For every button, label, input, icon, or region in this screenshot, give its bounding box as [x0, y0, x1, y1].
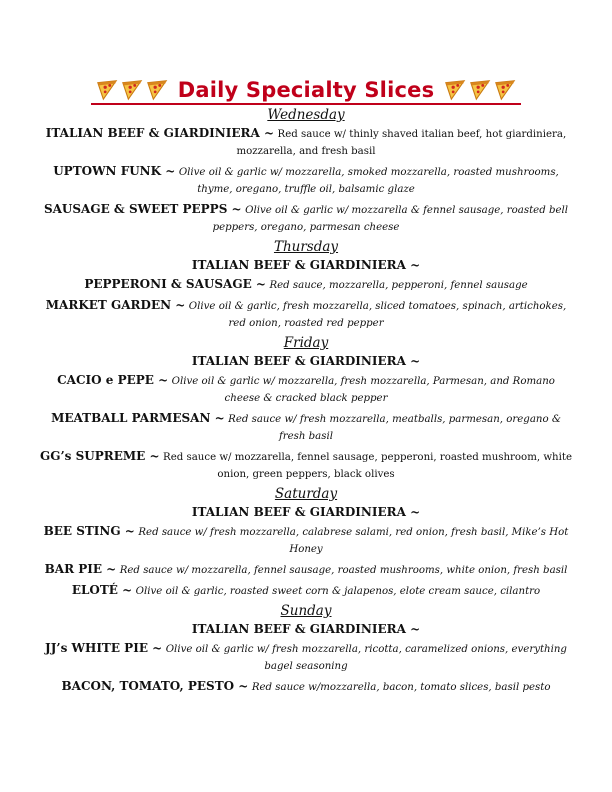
item-name: JJ’s WHITE PIE ~ — [45, 641, 163, 655]
item-name: ITALIAN BEEF & GIARDINIERA ~ — [191, 354, 421, 368]
item-name: GG’s SUPREME ~ — [40, 449, 160, 463]
item-name: MEATBALL PARMESAN ~ — [51, 411, 225, 425]
menu-item — [40, 561, 572, 579]
menu-item — [40, 410, 572, 445]
item-description: Olive oil & garlic, fresh mozzarella, sliced tomatoes, spinach, artichokes, red onion, roasted red pepper — [188, 301, 567, 329]
title-row — [91, 78, 521, 105]
day-heading-friday: Friday — [283, 335, 329, 351]
menu-item — [40, 163, 572, 198]
item-name: ITALIAN BEEF & GIARDINIERA ~ — [45, 126, 275, 140]
pizza-slice-icon — [146, 79, 168, 101]
item-name: ELOTÉ ~ — [71, 583, 133, 597]
menu-item — [40, 678, 572, 696]
item-name: BACON, TOMATO, PESTO ~ — [61, 679, 249, 693]
pizza-slice-icon — [469, 79, 491, 101]
pizza-slice-icon — [444, 79, 466, 101]
item-name: CACIO e PEPE ~ — [57, 373, 169, 387]
item-description: Red sauce w/ fresh mozzarella, calabrese salami, red onion, fresh basil, Mike’s Hot Honey — [138, 527, 569, 555]
item-description: Red sauce w/ mozzarella, fennel sausage, pepperoni, roasted mushroom, white onion, green peppers, black olives — [163, 452, 572, 480]
menu-item — [40, 523, 572, 558]
item-name: MARKET GARDEN ~ — [45, 298, 186, 312]
menu-item — [40, 125, 572, 160]
day-heading-thursday: Thursday — [273, 239, 339, 255]
item-name: ITALIAN BEEF & GIARDINIERA ~ — [191, 258, 421, 272]
item-description: Red sauce w/ mozzarella, fennel sausage, roasted mushrooms, white onion, fresh basil — [119, 565, 568, 576]
menu-item — [40, 297, 572, 332]
item-description: Red sauce, mozzarella, pepperoni, fennel sausage — [269, 280, 528, 291]
item-description: Olive oil & garlic, roasted sweet corn & jalapenos, elote cream sauce, cilantro — [135, 586, 541, 597]
right-pizza-icons — [444, 79, 516, 101]
item-name: PEPPERONI & SAUSAGE ~ — [84, 277, 266, 291]
item-name: UPTOWN FUNK ~ — [53, 164, 176, 178]
item-name: BEE STING ~ — [43, 524, 135, 538]
day-heading-sunday: Sunday — [280, 603, 332, 619]
item-name: BAR PIE ~ — [44, 562, 117, 576]
item-description: Red sauce w/ thinly shaved italian beef, hot giardiniera, mozzarella, and fresh basil — [236, 129, 567, 157]
day-heading-saturday: Saturday — [274, 486, 338, 502]
menu-page — [40, 78, 572, 699]
menu-item — [40, 640, 572, 675]
item-name: ITALIAN BEEF & GIARDINIERA ~ — [191, 505, 421, 519]
left-pizza-icons — [96, 79, 168, 101]
item-description: Olive oil & garlic w/ mozzarella, fresh mozzarella, Parmesan, and Romano cheese & cracked black pepper — [171, 376, 555, 404]
menu-item — [40, 582, 572, 600]
item-description: Red sauce w/ fresh mozzarella, meatballs, parmesan, oregano & fresh basil — [228, 414, 561, 442]
item-description: Olive oil & garlic w/ fresh mozzarella, ricotta, caramelized onions, everything bagel seasoning — [165, 644, 567, 672]
pizza-slice-icon — [121, 79, 143, 101]
page-title: Daily Specialty Slices — [177, 78, 435, 102]
pizza-slice-icon — [494, 79, 516, 101]
menu-item — [40, 201, 572, 236]
pizza-slice-icon — [96, 79, 118, 101]
item-description: Olive oil & garlic w/ mozzarella, smoked mozzarella, roasted mushrooms, thyme, oregano, truffle oil, balsamic glaze — [178, 167, 559, 195]
menu-item — [40, 372, 572, 407]
item-name: ITALIAN BEEF & GIARDINIERA ~ — [191, 622, 421, 636]
day-heading-wednesday: Wednesday — [267, 107, 345, 123]
item-name: SAUSAGE & SWEET PEPPS ~ — [43, 202, 242, 216]
menu-item — [40, 276, 572, 294]
item-description: Red sauce w/mozzarella, bacon, tomato slices, basil pesto — [251, 682, 551, 693]
menu-item — [40, 448, 572, 483]
item-description: Olive oil & garlic w/ mozzarella & fennel sausage, roasted bell peppers, oregano, parmesan cheese — [212, 205, 569, 233]
